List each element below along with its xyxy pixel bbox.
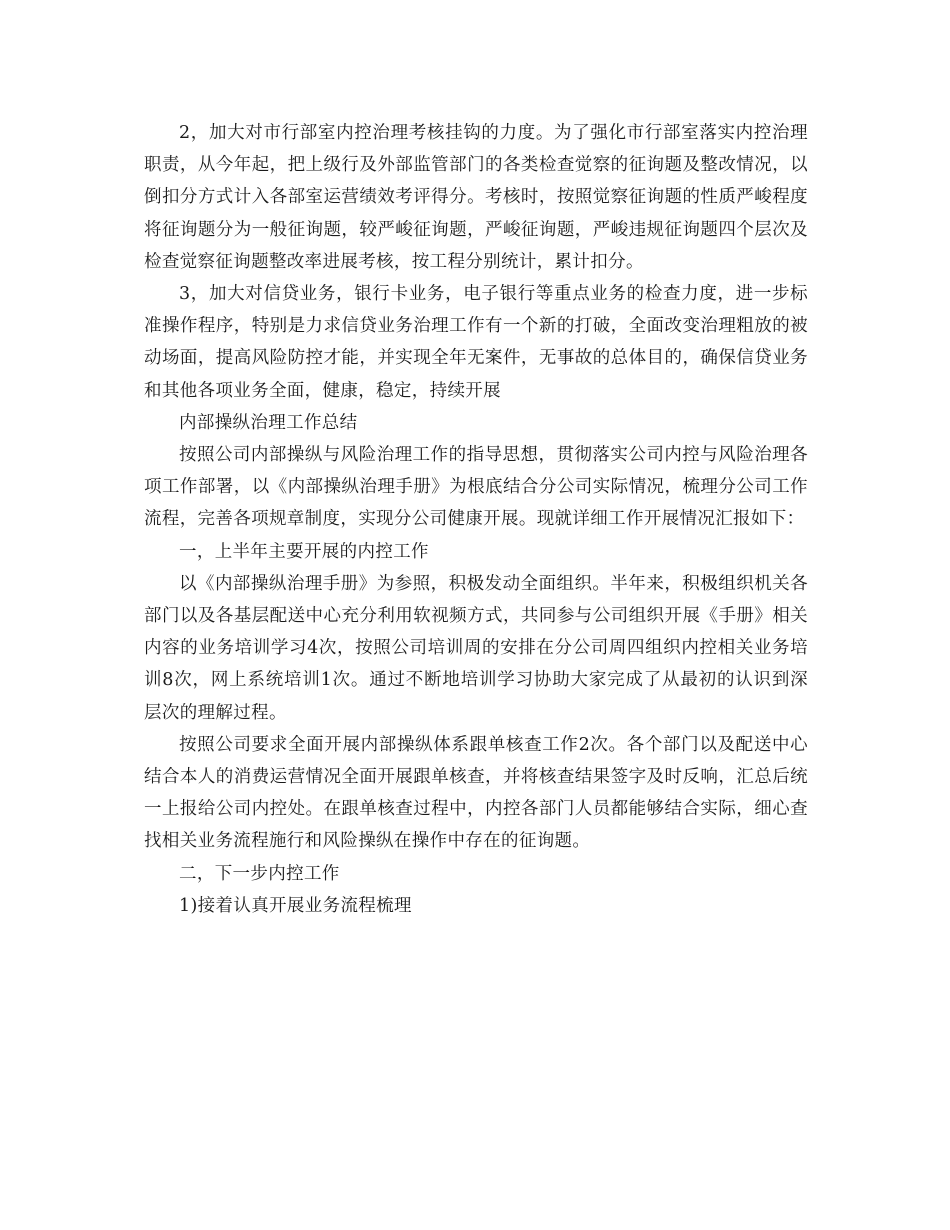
paragraph-assessment-linkage: 2，加大对市行部室内控治理考核挂钩的力度。为了强化市行部室落实内控治理职责，从今年起，把上级行及外部监管部门的各类检查觉察的征询题及整改情况，以倒扣分方式计入各部室运营绩效考评得分。考核时，按照觉察征询题的性质严峻程度将征询题分为一般征询题，较严峻征询题，严峻征询题，严峻违规征询题四个层次及检查觉察征询题整改率进展考核，按工程分别统计，累计扣分。 — [144, 123, 808, 272]
document-body — [144, 117, 808, 922]
paragraph-training: 以《内部操纵治理手册》为参照，积极发动全面组织。半年来，积极组织机关各部门以及各基层配送中心充分利用软视频方式，共同参与公司组织开展《手册》相关内容的业务培训学习4次，按照公司培训周的安排在分公司周四组织内控相关业务培训8次，网上系统培训1次。通过不断地培训学习协助大家完成了从最初的认识到深层次的理解过程。 — [144, 573, 808, 723]
list-item-process-review: 1)接着认真开展业务流程梳理 — [179, 895, 412, 916]
heading-next-steps: 二，下一步内控工作 — [179, 863, 340, 884]
paragraph-credit-inspection: 3，加大对信贷业务，银行卡业务，电子银行等重点业务的检查力度，进一步标准操作程序，特别是力求信贷业务治理工作有一个新的打破，全面改变治理粗放的被动场面，提高风险防控才能，并实现全年无案件，无事故的总体目的，确保信贷业务和其他各项业务全面，健康，稳定，持续开展 — [144, 284, 808, 401]
heading-first-half: 一，上半年主要开展的内控工作 — [179, 541, 429, 562]
paragraph-intro: 按照公司内部操纵与风险治理工作的指导思想，贯彻落实公司内控与风险治理各项工作部署，以《内部操纵治理手册》为根底结合分公司实际情况，梳理分公司工作流程，完善各项规章制度，实现分公司健康开展。现就详细工作开展情况汇报如下： — [144, 445, 808, 530]
paragraph-verification: 按照公司要求全面开展内部操纵体系跟单核查工作2次。各个部门以及配送中心结合本人的消费运营情况全面开展跟单核查，并将核查结果签字及时反响，汇总后统一上报给公司内控处。在跟单核查过程中，内控各部门人员都能够结合实际，细心查找相关业务流程施行和风险操纵在操作中存在的征询题。 — [144, 734, 808, 852]
section-title-summary: 内部操纵治理工作总结 — [179, 412, 358, 433]
